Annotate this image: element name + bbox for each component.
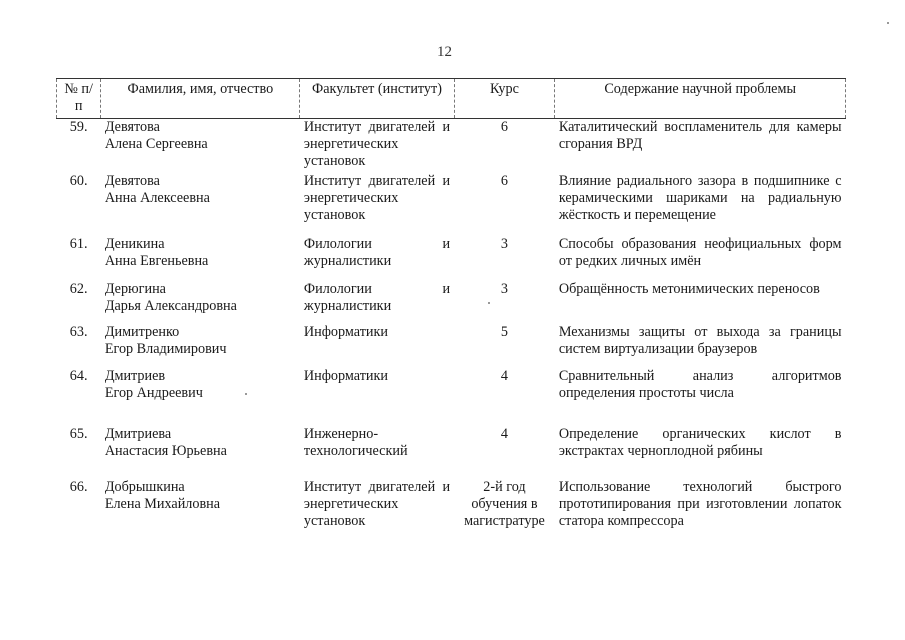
table-row [57, 281, 846, 324]
row-number: 60. [69, 172, 88, 189]
row-number: 66. [69, 478, 88, 495]
row-number: 64. [69, 367, 88, 384]
full-name-cell [101, 173, 300, 236]
faculty-cell: Институт двигателей и энергетических установок [303, 478, 451, 529]
surname: Девятова [104, 172, 160, 189]
full-name-cell [101, 368, 300, 426]
course-cell: 4 [500, 367, 508, 384]
given-names: Анна Алексеевна [104, 189, 210, 206]
given-names: Елена Михайловна [104, 495, 221, 512]
course-cell: 5 [500, 323, 508, 340]
full-name-cell [101, 236, 300, 281]
full-name-cell [101, 324, 300, 368]
full-name-cell [101, 426, 300, 479]
table-body [57, 119, 846, 530]
course-cell: 3 [500, 235, 508, 252]
given-names: Алена Сергеевна [104, 136, 208, 152]
faculty-cell: Филологии и журналистики [303, 235, 451, 269]
research-topic-cell: Влияние радиального зазора в подшипнике с керамическими шариками на радиальную жёсткость и перемещение [558, 172, 842, 223]
given-names: Анастасия Юрьевна [104, 442, 227, 459]
given-names: Дарья Александровна [104, 297, 237, 314]
given-names: Егор Владимирович [104, 340, 227, 357]
full-name-cell [101, 281, 300, 324]
course-cell: 6 [500, 119, 508, 135]
header-row [57, 79, 846, 119]
full-name-cell [101, 119, 300, 173]
table-row [57, 236, 846, 281]
research-topic-cell: Определение органических кислот в экстрактах черноплодной рябины [558, 425, 842, 459]
research-topic-cell: Обращённость метонимических переносов [558, 280, 820, 297]
row-number: 62. [69, 280, 88, 297]
surname: Девятова [104, 119, 160, 135]
surname: Добрышкина [104, 478, 185, 495]
faculty-cell: Информатики [303, 323, 388, 340]
course-cell: 6 [500, 172, 508, 189]
course-cell: 2-й год обучения в магистратуре [464, 478, 545, 529]
given-names: Анна Евгеньевна [104, 252, 209, 269]
table-header [57, 79, 846, 119]
header-research-topic: Содержание научной проблемы [555, 79, 846, 119]
students-table [56, 78, 846, 530]
row-number: 61. [69, 235, 88, 252]
header-number: № п/п [57, 79, 101, 119]
faculty-cell: Инженерно-технологический [303, 425, 408, 459]
header-course: Курс [454, 79, 555, 119]
table-row [57, 426, 846, 479]
table-row [57, 368, 846, 426]
row-number: 63. [69, 323, 88, 340]
table-row [57, 119, 846, 173]
surname: Деникина [104, 235, 165, 252]
research-topic-cell: Использование технологий быстрого прототипирования при изготовлении лопаток статора компрессора [558, 478, 842, 529]
faculty-cell: Филологии и журналистики [303, 280, 451, 314]
scan-speck [245, 393, 247, 395]
faculty-cell: Институт двигателей и энергетических установок [303, 172, 451, 223]
research-topic-cell: Механизмы защиты от выхода за границы систем виртуализации браузеров [558, 323, 842, 357]
given-names: Егор Андреевич [104, 384, 203, 401]
surname: Дмитриева [104, 425, 172, 442]
table-row [57, 324, 846, 368]
course-cell: 4 [500, 425, 508, 442]
header-faculty: Факультет (институт) [300, 79, 454, 119]
faculty-cell: Институт двигателей и энергетических установок [303, 119, 451, 169]
page-number: 12 [437, 44, 452, 60]
faculty-cell: Информатики [303, 367, 388, 384]
surname: Димитренко [104, 323, 180, 340]
table-row [57, 173, 846, 236]
full-name-cell [101, 479, 300, 530]
course-cell: 3 [500, 280, 508, 297]
surname: Дмитриев [104, 367, 166, 384]
surname: Дерюгина [104, 280, 166, 297]
row-number: 65. [69, 425, 88, 442]
scan-speck [887, 22, 889, 24]
research-topic-cell: Сравнительный анализ алгоритмов определения простоты числа [558, 367, 842, 401]
row-number: 59. [69, 119, 88, 135]
header-full-name: Фамилия, имя, отчество [101, 79, 300, 119]
research-topic-cell: Каталитический воспламенитель для камеры сгорания ВРД [558, 119, 842, 152]
research-topic-cell: Способы образования неофициальных форм от редких личных имён [558, 235, 842, 269]
scan-speck [488, 302, 490, 304]
table-row [57, 479, 846, 530]
